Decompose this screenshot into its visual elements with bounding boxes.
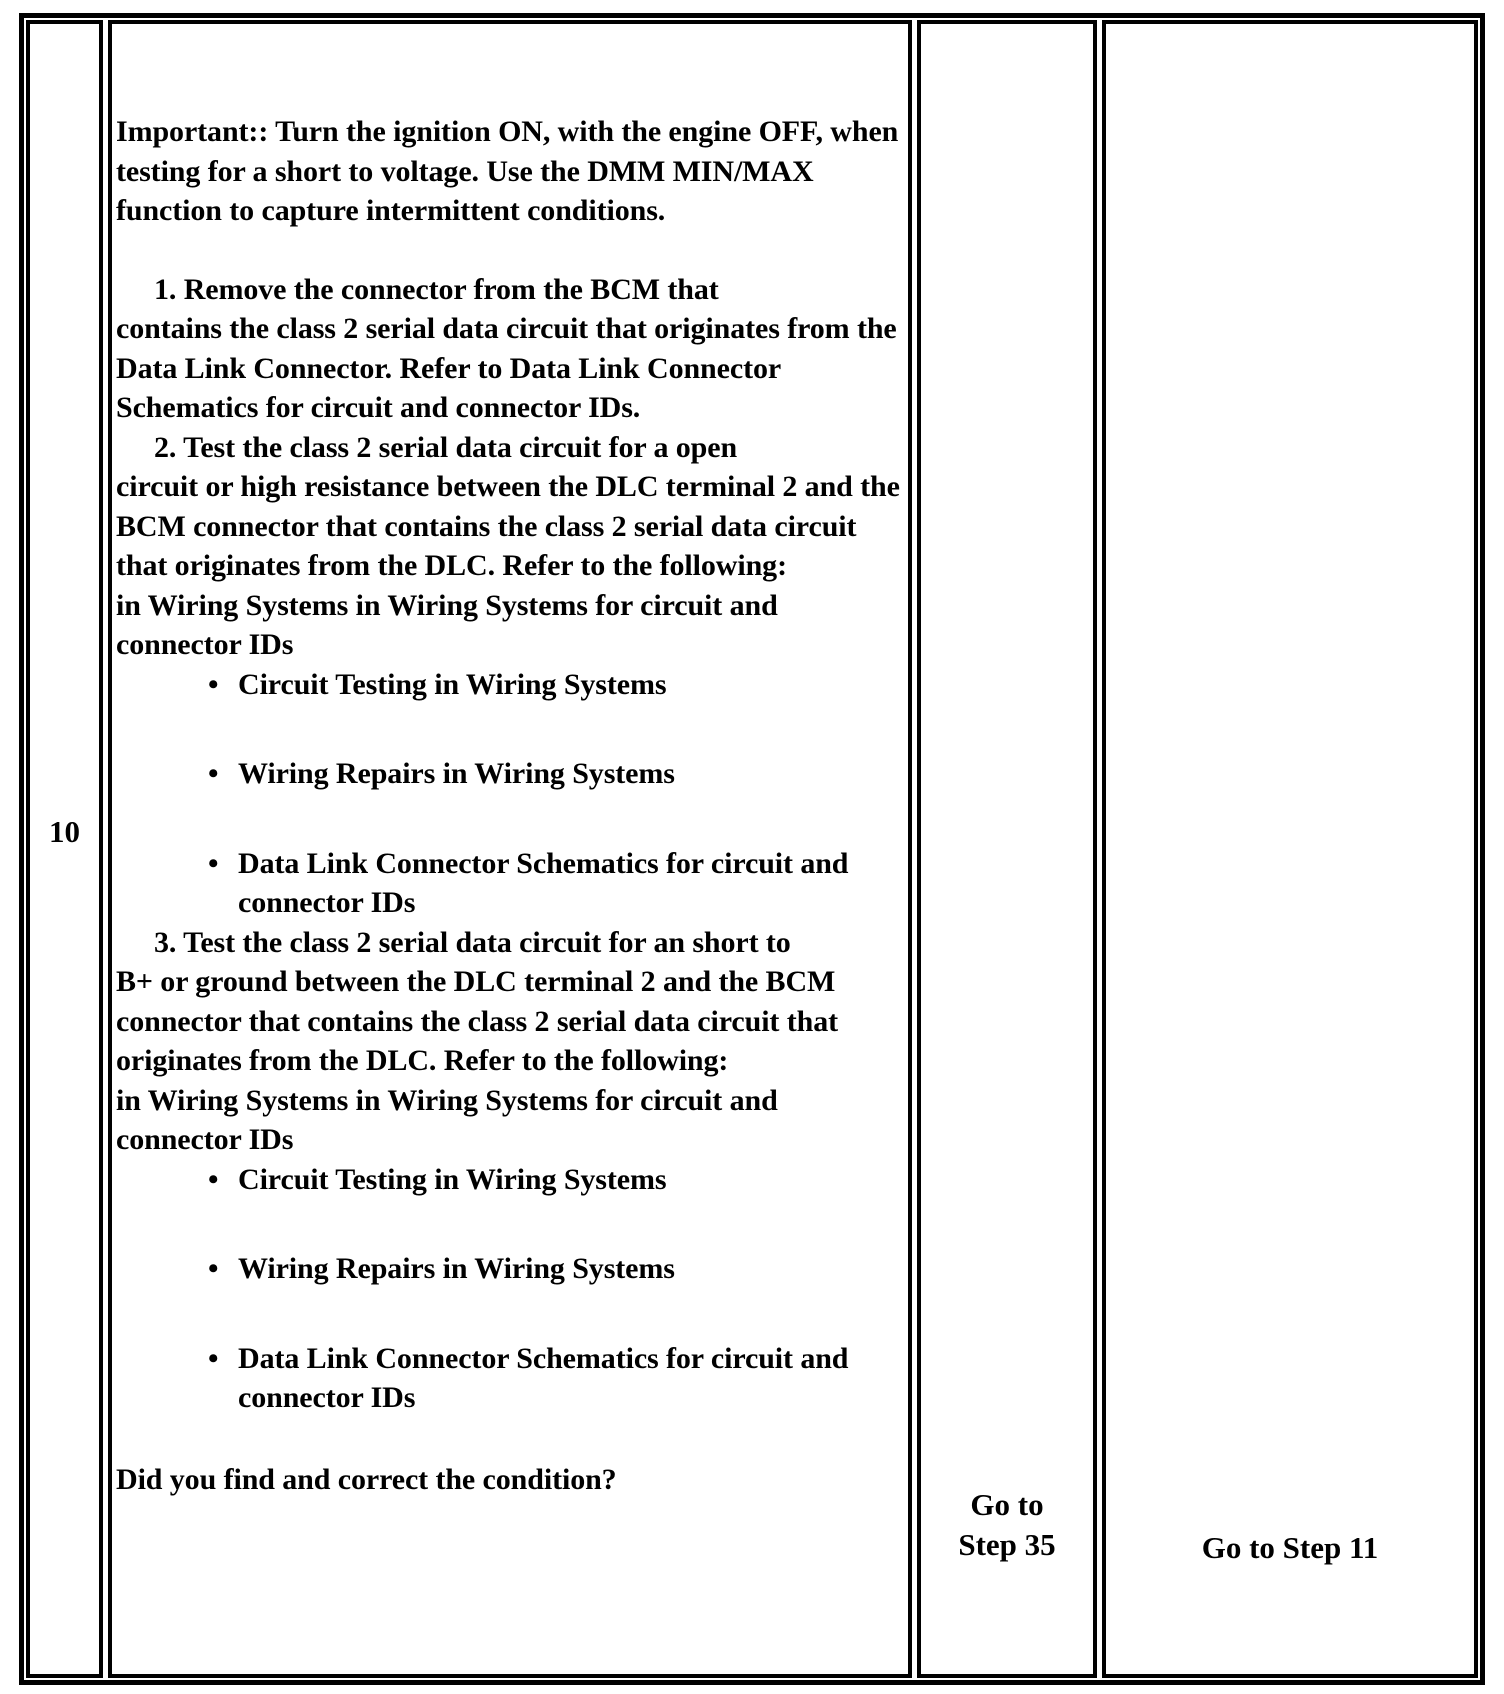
important-note: Important:: Turn the ignition ON, with the engine OFF, when testing for a short to voltage. Use the DMM MIN/MAX function to capture intermittent conditions. <box>116 115 899 227</box>
question: Did you find and correct the condition? <box>116 1462 617 1496</box>
step-3-reference: in Wiring Systems in Wiring Systems for circuit and connector IDs <box>116 1083 778 1156</box>
action-content <box>116 112 908 1499</box>
step-2-body: circuit or high resistance between the DLC terminal 2 and the BCM connector that contains the class 2 serial data circuit that originates from the DLC. Refer to the following: <box>116 470 900 582</box>
step-2-links <box>116 665 908 923</box>
step-2-reference: in Wiring Systems in Wiring Systems for circuit and connector IDs <box>116 588 778 661</box>
yes-cell <box>917 20 1097 1678</box>
yes-action-link[interactable]: Go to Step 35 <box>958 1487 1056 1562</box>
link-dlc-schematics[interactable]: • Data Link Connector Schematics for circuit and connector IDs <box>208 844 908 923</box>
step-3-heading: 3. Test the class 2 serial data circuit for an short to <box>154 925 791 959</box>
no-action-link[interactable]: Go to Step 11 <box>1201 1530 1379 1565</box>
link-circuit-testing[interactable]: • Circuit Testing in Wiring Systems <box>208 665 908 705</box>
step-1-body: contains the class 2 serial data circuit that originates from the Data Link Connector. Refer to Data Link Connector Schematics for circuit and connector IDs. <box>116 312 897 424</box>
action-cell <box>108 20 912 1678</box>
step-1-heading: 1. Remove the connector from the BCM that <box>154 272 719 306</box>
link-wiring-repairs[interactable]: • Wiring Repairs in Wiring Systems <box>208 754 908 794</box>
step-number: 10 <box>49 814 80 849</box>
step-3-body: B+ or ground between the DLC terminal 2 and the BCM connector that contains the class 2 serial data circuit that originates from the DLC. Refer to the following: <box>116 965 838 1077</box>
link-circuit-testing[interactable]: • Circuit Testing in Wiring Systems <box>208 1160 908 1200</box>
link-wiring-repairs[interactable]: • Wiring Repairs in Wiring Systems <box>208 1249 908 1289</box>
no-cell <box>1102 20 1478 1678</box>
link-dlc-schematics[interactable]: • Data Link Connector Schematics for circuit and connector IDs <box>208 1339 908 1418</box>
step-number-cell <box>26 20 103 1678</box>
step-3-links <box>116 1160 908 1418</box>
step-2-heading: 2. Test the class 2 serial data circuit for a open <box>154 430 738 464</box>
